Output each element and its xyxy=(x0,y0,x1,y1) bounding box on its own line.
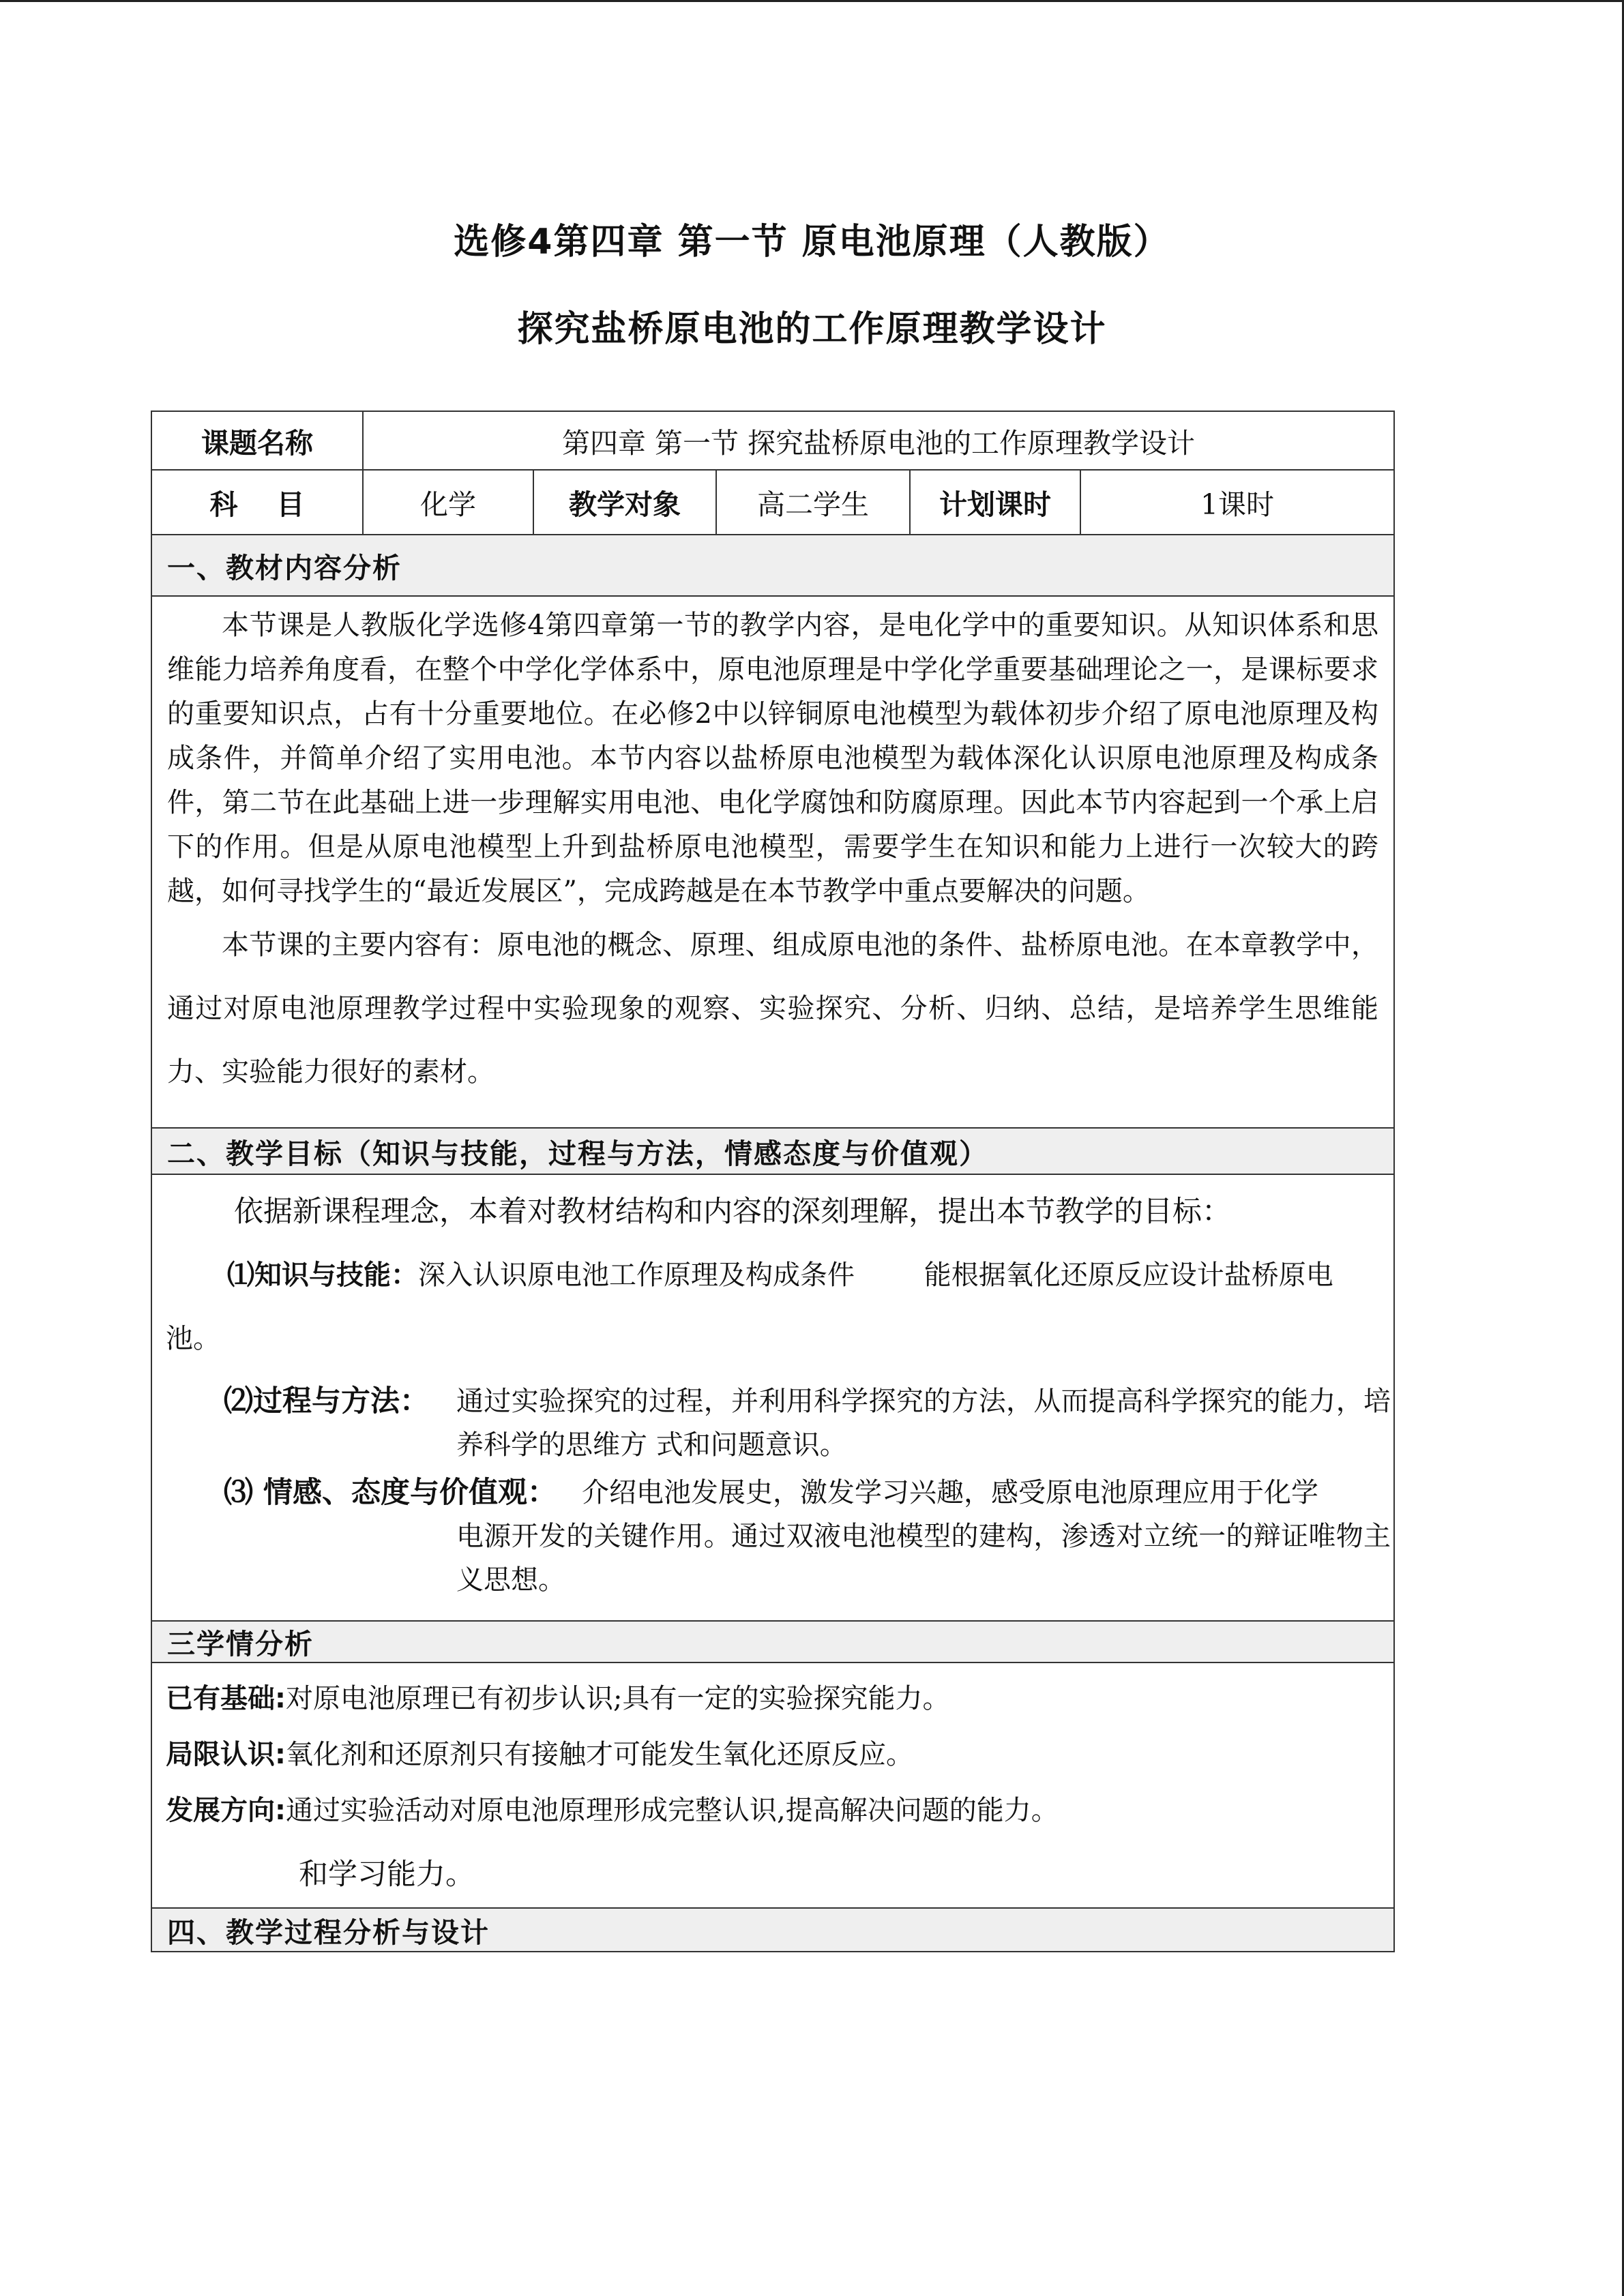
audience-value: 高二学生 xyxy=(716,470,910,535)
section2-heading: 二、教学目标（知识与技能，过程与方法，情感态度与价值观） xyxy=(151,1128,1394,1174)
hours-value: 1课时 xyxy=(1080,470,1394,535)
section2-intro: 依据新课程理念，本着对教材结构和内容的深刻理解，提出本节教学的目标： xyxy=(234,1195,1231,1229)
document-subtitle: 探究盐桥原电池的工作原理教学设计 xyxy=(517,309,1107,350)
section1-body-row xyxy=(151,596,1394,1128)
analysis-tail: 和学习能力。 xyxy=(299,1858,475,1892)
goal3-text-1: 介绍电池发展史，激发学习兴趣，感受原电池原理应用于化学 xyxy=(582,1477,1318,1508)
analysis-item-2 xyxy=(166,1733,913,1772)
item1-text: 对原电池原理已有初步认识;具有一定的实验探究能力。 xyxy=(286,1683,950,1714)
item2-text: 氧化剂和还原剂只有接触才可能发生氧化还原反应。 xyxy=(286,1739,913,1770)
section2-body xyxy=(151,1174,1394,1621)
goal2-text: 通过实验探究的过程，并利用科学探究的方法，从而提高科学探究的能力，培养科学的思维方 式和问题意识。 xyxy=(456,1386,1391,1461)
page-border-top xyxy=(0,0,1624,2)
goal1-tail: 池。 xyxy=(166,1323,220,1354)
topic-row xyxy=(151,411,1394,470)
lesson-plan-table xyxy=(151,411,1395,1952)
section1-paragraph-1: 本节课是人教版化学选修4第四章第一节的教学内容，是电化学中的重要知识。从知识体系和思维能力培养角度看，在整个中学化学体系中，原电池原理是中学化学重要基础理论之一，是课标要求的重要知识点，占有十分重要地位。在必修2中以锌铜原电池模型为载体初步介绍了原电池原理及构成条件，并简单介绍了实用电池。本节内容以盐桥原电池模型为载体深化认识原电池原理及构成条件，第二节在此基础上进一步理解实用电池、电化学腐蚀和防腐原理。因此本节内容起到一个承上启下的作用。但是从原电池模型上升到盐桥原电池模型，需要学生在知识和能力上进行一次较大的跨越，如何寻找学生的“最近发展区”，完成跨越是在本节教学中重点要解决的问题。 xyxy=(167,610,1378,907)
hours-label: 计划课时 xyxy=(910,470,1080,535)
document-title: 选修4第四章 第一节 原电池原理（人教版） xyxy=(454,222,1170,263)
item3-text: 通过实验活动对原电池原理形成完整认识,提高解决问题的能力。 xyxy=(286,1795,1059,1826)
goal3-label: ⑶ 情感、态度与价值观： xyxy=(224,1476,557,1510)
section4-heading: 四、教学过程分析与设计 xyxy=(151,1908,1394,1952)
section1-heading: 一、教材内容分析 xyxy=(151,535,1394,596)
meta-row xyxy=(151,470,1394,535)
section2-body-row xyxy=(151,1174,1394,1621)
section3-heading: 三学情分析 xyxy=(151,1621,1394,1663)
goal1 xyxy=(227,1253,1333,1292)
item1-label: 已有基础: xyxy=(166,1683,286,1714)
section2-heading-row xyxy=(151,1128,1394,1174)
subject-label: 科 目 xyxy=(151,470,363,535)
analysis-item-1 xyxy=(166,1677,949,1716)
goal2-label: ⑵过程与方法： xyxy=(224,1384,429,1418)
topic-label: 课题名称 xyxy=(151,411,363,470)
section3-body xyxy=(151,1663,1394,1908)
item3-label: 发展方向: xyxy=(166,1795,286,1826)
section1-paragraph-2: 本节课的主要内容有：原电池的概念、原理、组成原电池的条件、盐桥原电池。在本章教学中，通过对原电池原理教学过程中实验现象的观察、实验探究、分析、归纳、总结，是培养学生思维能力、实验能力很好的素材。 xyxy=(167,929,1378,1088)
section4-heading-row xyxy=(151,1908,1394,1952)
goal1-text: 深入认识原电池工作原理及构成条件 能根据氧化还原反应设计盐桥原电 xyxy=(418,1259,1333,1291)
goal3-text-2: 电源开发的关键作用。通过双液电池模型的建构，渗透对立统一的辩证唯物主义思想。 xyxy=(456,1521,1391,1596)
section3-body-row xyxy=(151,1663,1394,1908)
section1-heading-row xyxy=(151,535,1394,596)
topic-value: 第四章 第一节 探究盐桥原电池的工作原理教学设计 xyxy=(363,411,1394,470)
section1-body xyxy=(151,596,1394,1128)
subject-value: 化学 xyxy=(363,470,533,535)
goal1-label: ⑴知识与技能： xyxy=(227,1259,418,1291)
analysis-item-3 xyxy=(166,1789,1059,1828)
audience-label: 教学对象 xyxy=(533,470,716,535)
item2-label: 局限认识: xyxy=(166,1739,286,1770)
section3-heading-row xyxy=(151,1621,1394,1663)
